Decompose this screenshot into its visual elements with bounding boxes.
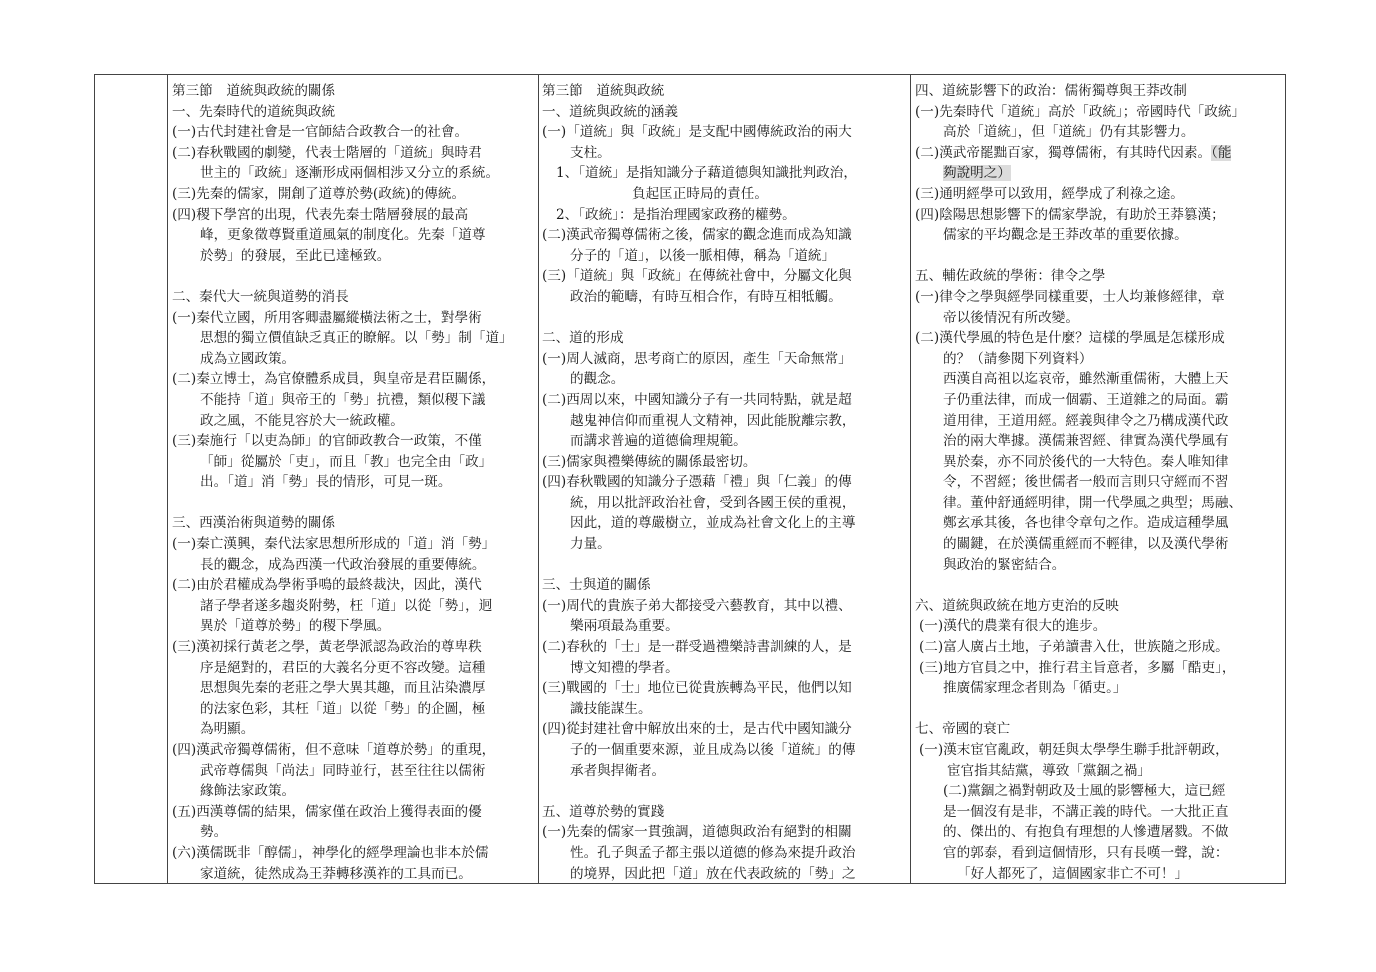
list-item-cont: 統，用以批評政治社會，受到各國王侯的重視，: [570, 494, 856, 511]
section-heading: 六、道統與政統在地方吏治的反映: [915, 597, 1119, 614]
section-heading: 五、輔佐政統的學術：律令之學: [915, 268, 1106, 285]
list-item-cont: 推廣儒家理念者則為「循吏。」: [943, 680, 1127, 697]
list-item-cont: 為明顯。: [200, 721, 255, 738]
list-item-cont: 世主的「政統」逐漸形成兩個相涉又分立的系統。: [200, 165, 500, 182]
list-item-cont: 的、傑出的、有抱負有理想的人慘遭屠戮。不做: [943, 824, 1229, 841]
list-item-cont: 支柱。: [570, 144, 611, 161]
highlighted-note: （能: [1211, 144, 1232, 161]
outline-table: [94, 74, 1286, 884]
list-item: (三)地方官員之中，推行君主旨意者，多屬「酷吏」，: [919, 659, 1236, 676]
column-divider: [538, 75, 539, 883]
section-heading: 二、道的形成: [542, 330, 624, 347]
list-item: (一)古代封建社會是一官師結合政教合一的社會。: [172, 124, 469, 141]
column-2: [542, 81, 908, 884]
list-item-cont: 緣飾法家政策。: [200, 783, 296, 800]
list-item-cont: 勢。: [200, 824, 228, 841]
column-1: [172, 81, 536, 884]
list-item: (一)先秦時代「道統」高於「政統」；帝國時代「政統」: [915, 103, 1246, 120]
list-item: (二)漢代學風的特色是什麼？這樣的學風是怎樣形成: [915, 330, 1225, 347]
list-item: (三)先秦的儒家，開創了道尊於勢(政統)的傳統。: [172, 185, 466, 202]
highlighted-note: 夠說明之）: [943, 165, 1011, 182]
list-item-cont: 高於「道統」，但「道統」仍有其影響力。: [943, 124, 1195, 141]
reading-text: 子仍重法律，而成一個霸、王道雜之的局面。霸: [943, 391, 1229, 408]
sub-item-cont: 負起匡正時局的責任。: [632, 185, 768, 202]
list-item-cont: 的境界，因此把「道」放在代表政統的「勢」之: [570, 865, 856, 882]
list-item-text: (二)漢武帝罷黜百家，獨尊儒術，有其時代因素。: [915, 144, 1212, 161]
list-item: (一)周代的貴族子弟大都接受六藝教育，其中以禮、: [542, 597, 852, 614]
list-item: (一)「道統」與「政統」是支配中國傳統政治的兩大: [542, 124, 852, 141]
reading-text: 鄭玄承其後，各也律令章句之作。造成這種學風: [943, 515, 1229, 532]
list-item: (一)律令之學與經學同樣重要，士人均兼修經律，章: [915, 288, 1225, 305]
list-item: (二)春秋的「士」是一群受過禮樂詩書訓練的人，是: [542, 639, 852, 656]
section-heading: 一、先秦時代的道統與政統: [172, 103, 336, 120]
list-item-cont: 成為立國政策。: [200, 350, 296, 367]
list-item-cont: 官的郭泰，看到這個情形，只有長嘆一聲，說：: [943, 844, 1229, 861]
list-item-cont: 樂兩項最為重要。: [570, 618, 679, 635]
list-item: (二)富人廣占土地，子弟讀書入仕，世族隨之形成。: [919, 639, 1229, 656]
list-item: (二)秦立博士，為官僚體系成員，與皇帝是君臣關係，: [172, 371, 496, 388]
sub-item: 2、「政統」：是指治理國家政務的權勢。: [556, 206, 796, 223]
list-item: (四)春秋戰國的知識分子憑藉「禮」與「仁義」的傳: [542, 474, 852, 491]
section-heading: 三、士與道的關係: [542, 577, 651, 594]
list-item-cont: 政之風，不能見容於大一統政權。: [200, 412, 404, 429]
list-item: (三)戰國的「士」地位已從貴族轉為平民，他們以知: [542, 680, 852, 697]
section-heading: 七、帝國的衰亡: [915, 721, 1011, 738]
list-item: (四)從封建社會中解放出來的士，是古代中國知識分: [542, 721, 852, 738]
list-item: (一)漢代的農業有很大的進步。: [919, 618, 1107, 635]
list-item: (二)西周以來，中國知識分子有一共同特點，就是超: [542, 391, 852, 408]
sub-item: 1、「道統」是指知識分子藉道德與知識批判政治，: [556, 165, 857, 182]
column-3: [915, 81, 1283, 884]
list-item-cont: 思想的獨立價值缺乏真正的瞭解。以「勢」制「道」: [200, 330, 513, 347]
list-item-cont: 的法家色彩，其枉「道」以從「勢」的企圖，極: [200, 700, 486, 717]
list-item-cont: 異於「道尊於勢」的稷下學風。: [200, 618, 391, 635]
list-item-cont: 「好人都死了，這個國家非亡不可！」: [957, 865, 1189, 882]
list-item-cont: 不能持「道」與帝王的「勢」抗禮，類似稷下議: [200, 391, 486, 408]
list-item-cont: 於勢」的發展，至此已達極致。: [200, 247, 391, 264]
list-item: (二)黨錮之禍對朝政及士風的影響極大，這已經: [943, 783, 1226, 800]
section-heading: 五、道尊於勢的實踐: [542, 803, 665, 820]
list-item-cont: 峰，更象徵尊賢重道風氣的制度化。先秦「道尊: [200, 227, 486, 244]
section-heading: 三、西漢治術與道勢的關係: [172, 515, 336, 532]
reading-text: 的關鍵，在於漢儒重經而不輕律，以及漢代學術: [943, 536, 1229, 553]
list-item: (一)先秦的儒家一貫強調，道德與政治有絕對的相關: [542, 824, 852, 841]
list-item-cont: 政治的範疇，有時互相合作，有時互相牴觸。: [570, 288, 842, 305]
list-item: (一)秦亡漢興，秦代法家思想所形成的「道」消「勢」: [172, 536, 496, 553]
list-item: [915, 143, 1283, 164]
list-item: (三)「道統」與「政統」在傳統社會中，分屬文化與: [542, 268, 852, 285]
list-item: (四)漢武帝獨尊儒術，但不意味「道尊於勢」的重現，: [172, 742, 496, 758]
list-item-cont: 宦官指其結黨，導致「黨錮之禍」: [947, 762, 1151, 779]
list-item-cont: 分子的「道」，以後一脈相傳，稱為「道統」: [570, 247, 836, 264]
list-item-cont: 的觀念。: [570, 371, 625, 388]
list-item: (二)由於君權成為學術爭鳴的最終裁決，因此，漢代: [172, 577, 482, 594]
list-item-cont: 武帝尊儒與「尚法」同時並行，甚至往往以儒術: [200, 762, 486, 779]
list-item-cont: 諸子學者遂多趨炎附勢，枉「道」以從「勢」，迥: [200, 597, 493, 614]
list-item: (一)周人滅商，思考商亡的原因，產生「天命無常」: [542, 350, 852, 367]
list-item-cont: 力量。: [570, 536, 611, 553]
list-item: (四)稷下學宮的出現，代表先秦士階層發展的最高: [172, 206, 469, 223]
list-item-cont: 而講求普遍的道德倫理規範。: [570, 433, 747, 450]
reading-text: 治的兩大準據。漢儒兼習經、律實為漢代學風有: [943, 433, 1229, 450]
list-item: (三)儒家與禮樂傳統的關係最密切。: [542, 453, 757, 470]
reading-text: 與政治的緊密結合。: [943, 556, 1066, 573]
list-item-cont: 長的觀念，成為西漢一代政治發展的重要傳統。: [200, 556, 486, 573]
list-item-cont: 承者與捍衛者。: [570, 762, 666, 779]
list-item-cont: 儒家的平均觀念是王莽改革的重要依據。: [943, 227, 1188, 244]
list-item: (一)秦代立國，所用客卿盡屬縱橫法術之士，對學術: [172, 309, 482, 326]
list-item: (三)秦施行「以吏為師」的官師政教合一政策，不僅: [172, 433, 482, 450]
section-heading: 一、道統與政統的涵義: [542, 103, 678, 120]
list-item: (二)春秋戰國的劇變，代表士階層的「道統」與時君: [172, 144, 482, 161]
list-item-cont: 序是絕對的，君臣的大義名分更不容改變。這種: [200, 659, 486, 676]
list-item-cont: 博文知禮的學者。: [570, 659, 679, 676]
list-item: (五)西漢尊儒的結果，儒家僅在政治上獲得表面的優: [172, 803, 482, 820]
list-item-cont: 的？（請參閱下列資料）: [943, 350, 1093, 367]
reading-text: 道用律，王道用經。經義與律令之乃構成漢代政: [943, 412, 1229, 429]
list-item: (二)漢武帝獨尊儒術之後，儒家的觀念進而成為知識: [542, 227, 852, 244]
list-item-cont: 性。孔子與孟子都主張以道德的修為來提升政治: [570, 844, 856, 861]
list-item-cont: 識技能謀生。: [570, 700, 652, 717]
list-item-cont: 思想與先秦的老莊之學大異其趣，而且沾染濃厚: [200, 680, 486, 697]
column-divider: [910, 75, 911, 883]
list-item-cont: 家道統，徒然成為王莽轉移漢祚的工具而已。: [200, 865, 472, 882]
section-heading: 二、秦代大一統與道勢的消長: [172, 288, 349, 305]
list-item: (一)漢末宦官亂政，朝廷與太學學生聯手批評朝政，: [919, 742, 1229, 758]
reading-text: 西漢自高祖以迄哀帝，雖然漸重儒術，大體上天: [943, 371, 1229, 388]
section-title: 第三節 道統與政統: [542, 83, 665, 99]
reading-text: 律。董仲舒通經明律，開一代學風之典型；馬融、: [943, 494, 1243, 511]
column-divider: [167, 75, 168, 883]
list-item-cont: 出。「道」消「勢」長的情形，可見一斑。: [200, 474, 452, 491]
list-item-cont: 因此，道的尊嚴樹立，並成為社會文化上的主導: [570, 515, 856, 532]
list-item-cont: 越鬼神信仰而重視人文精神，因此能脫離宗教，: [570, 412, 856, 429]
section-heading: 四、道統影響下的政治：儒術獨尊與王莽改制: [915, 83, 1187, 99]
list-item: (四)陰陽思想影響下的儒家學說，有助於王莽篡漢；: [915, 206, 1225, 223]
list-item-cont: 帝以後情況有所改變。: [943, 309, 1079, 326]
reading-text: 令，不習經；後世儒者一般而言則只守經而不習: [943, 474, 1229, 491]
reading-text: 異於秦，亦不同於後代的一大特色。秦人唯知律: [943, 453, 1229, 470]
list-item: (三)通明經學可以致用，經學成了利祿之途。: [915, 185, 1184, 202]
list-item-cont: 「師」從屬於「吏」，而且「教」也完全由「政」: [200, 453, 493, 470]
section-title: 第三節 道統與政統的關係: [172, 83, 336, 99]
list-item: (六)漢儒既非「醇儒」，神學化的經學理論也非本於儒: [172, 844, 489, 861]
list-item-cont: 是一個沒有是非，不講正義的時代。一大批正直: [943, 803, 1229, 820]
list-item: (三)漢初採行黃老之學，黃老學派認為政治的尊卑秩: [172, 639, 482, 656]
list-item-cont: 子的一個重要來源，並且成為以後「道統」的傳: [570, 742, 856, 758]
list-item-cont: [915, 163, 1283, 184]
